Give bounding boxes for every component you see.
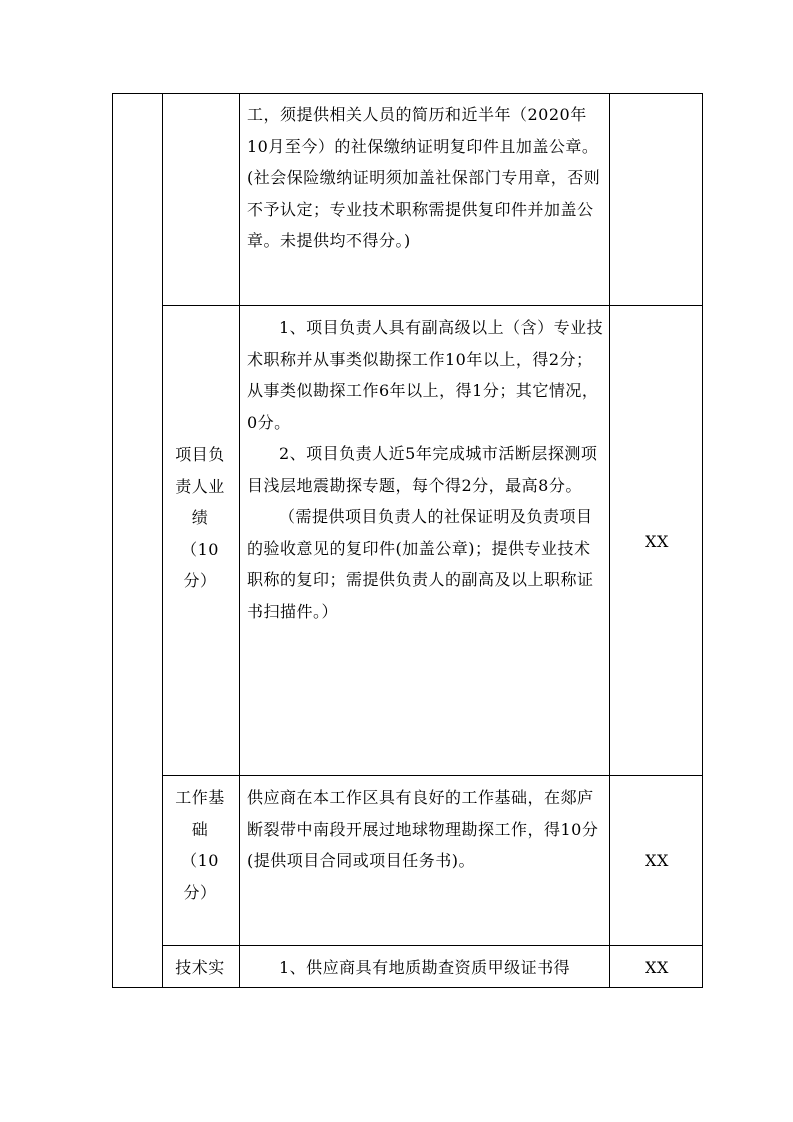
criteria-text: 供应商在本工作区具有良好的工作基础，在郯庐断裂带中南段开展过地球物理勘探工作，得10分(提供项目合同或项目任务书)。 (247, 788, 599, 870)
criteria-paragraph: （需提供项目负责人的社保证明及负责项目的验收意见的复印件(加盖公章)；提供专业技术职称的复印；需提供负责人的副高及以上职称证书扫描件。） (247, 507, 594, 621)
score-cell: XX (645, 532, 669, 551)
item-name-cell (163, 439, 237, 597)
row-divider (162, 945, 703, 946)
item-name-line: （10 (181, 851, 219, 870)
item-name-line: 分） (183, 882, 217, 902)
criteria-paragraph: 1、项目负责人具有副高级以上（含）专业技术职称并从事类似勘探工作10年以上，得2分；从事类似勘探工作6年以上，得1分；其它情况，0分。 (247, 318, 604, 432)
item-name-line: 项目负 (175, 445, 225, 464)
table-border-left (112, 93, 113, 988)
row-divider (162, 775, 703, 776)
item-name-line: 工作基 (175, 788, 225, 807)
criteria-cell (247, 312, 605, 627)
criteria-paragraph: 2、项目负责人近5年完成城市活断层探测项目浅层地震勘探专题，每个得2分，最高8分。 (247, 444, 598, 495)
item-name-line: 础 (191, 819, 209, 839)
criteria-cell (247, 952, 605, 984)
table-border-right (702, 93, 703, 988)
item-name-cell (163, 782, 237, 908)
criteria-text: 1、供应商具有地质勘查资质甲级证书得 (279, 958, 571, 977)
item-name-cell (163, 952, 237, 984)
criteria-cell (247, 99, 605, 257)
item-name-line: 责人业 (175, 476, 225, 496)
score-cell: XX (645, 958, 669, 977)
row-divider (162, 305, 703, 306)
column-divider (609, 93, 610, 988)
column-divider (239, 93, 240, 988)
item-name-line: （10 (181, 539, 219, 559)
criteria-text: 工，须提供相关人员的简历和近半年（2020年10月至今）的社保缴纳证明复印件且加盖公章。(社会保险缴纳证明须加盖社保部门专用章，否则不予认定；专业技术职称需提供复印件并加盖公章。未提供均不得分。) (247, 105, 601, 250)
score-cell: XX (645, 851, 669, 870)
table-border-top (112, 93, 703, 94)
item-name-line: 绩 (191, 508, 209, 527)
table-border-bottom (112, 987, 703, 988)
criteria-cell (247, 782, 605, 877)
item-name-line: 技术实 (175, 958, 225, 977)
item-name-line: 分） (183, 571, 217, 590)
